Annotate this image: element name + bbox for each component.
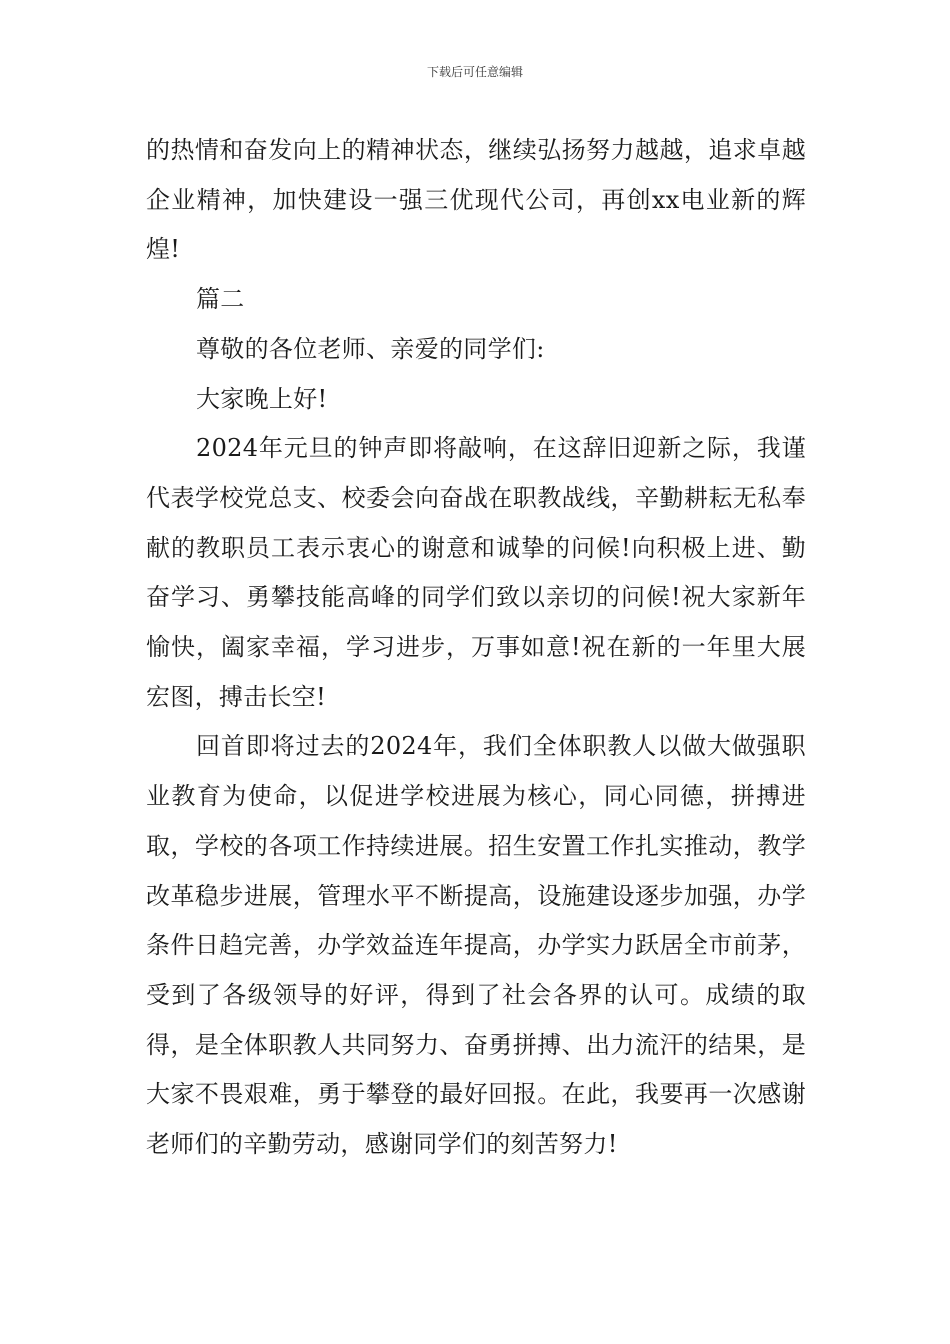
document-body xyxy=(146,126,806,1170)
greeting: 大家晚上好! xyxy=(196,384,328,413)
paragraph-new-year: 2024年元旦的钟声即将敲响，在这辞旧迎新之际，我谨代表学校党总支、校委会向奋战在职教战线，辛勤耕耘无私奉献的教职员工表示衷心的谢意和诚挚的问候!向积极上进、勤奋学习、勇攀技能高峰的同学们致以亲切的问候!祝大家新年愉快，阖家幸福，学习进步，万事如意!祝在新的一年里大展宏图，搏击长空! xyxy=(146,434,806,711)
paragraph-review: 回首即将过去的2024年，我们全体职教人以做大做强职业教育为使命，以促进学校进展为核心，同心同德，拼搏进取，学校的各项工作持续进展。招生安置工作扎实推动，教学改革稳步进展，管理水平不断提高，设施建设逐步加强，办学条件日趋完善，办学效益连年提高，办学实力跃居全市前茅，受到了各级领导的好评，得到了社会各界的认可。成绩的取得，是全体职教人共同努力、奋勇拼搏、出力流汗的结果，是大家不畏艰难，勇于攀登的最好回报。在此，我要再一次感谢老师们的辛勤劳动，感谢同学们的刻苦努力! xyxy=(146,732,806,1159)
paragraph-continuation: 的热情和奋发向上的精神状态，继续弘扬努力越越，追求卓越企业精神，加快建设一强三优现代公司，再创xx电业新的辉煌! xyxy=(146,136,806,264)
page-header: 下载后可任意编辑 xyxy=(426,65,523,79)
section-heading: 篇二 xyxy=(196,285,245,314)
salutation: 尊敬的各位老师、亲爱的同学们: xyxy=(196,334,545,363)
